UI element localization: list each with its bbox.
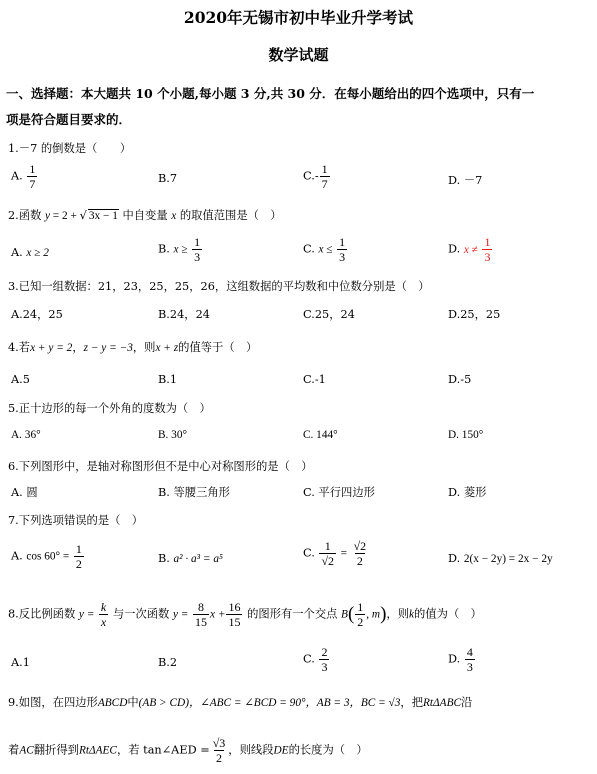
q2-option-d: [448, 236, 493, 263]
q5-option-c: C. 144°: [303, 429, 338, 441]
math-expr: 2(x − 2y) = 2x − 2y: [463, 553, 553, 565]
stem-text: 的长度为（ ）: [288, 743, 368, 757]
option-label: C.: [303, 242, 315, 256]
option-label: C.: [303, 546, 315, 560]
denominator: 3: [466, 660, 473, 674]
denominator: 3: [321, 660, 328, 674]
math-expr: y =: [78, 608, 95, 621]
point-label: B: [341, 608, 348, 621]
q1-option-b: B.7: [158, 172, 178, 185]
q9-line2: [8, 737, 368, 764]
q7-option-c: [303, 540, 369, 567]
fraction: [99, 601, 108, 628]
q1-option-d: D. －7: [448, 174, 483, 187]
sqrt-body: 3x − 1: [88, 210, 118, 222]
fraction: [482, 236, 492, 263]
q6-stem: 6.下列图形中，是轴对称图形但不是中心对称图形的是（ ）: [8, 460, 313, 473]
q3-stem: 3.已知一组数据：21，23，25，25，26，这组数据的平均数和中位数分别是（ ）: [8, 280, 430, 293]
math-text: =: [340, 547, 347, 560]
option-label: C.: [303, 652, 315, 666]
stem-text: 中: [127, 696, 139, 709]
math-expr: DE: [273, 744, 289, 757]
numerator: 1: [29, 162, 36, 176]
denominator: √2: [321, 554, 335, 568]
q5-option-b: B. 30°: [158, 429, 187, 441]
denominator: 2: [356, 554, 363, 568]
stem-text: ，把: [400, 696, 423, 709]
stem-text: 8.反比例函数: [8, 607, 76, 621]
option-label: B.: [158, 552, 170, 565]
stem-text: 的图形有一个交点: [247, 607, 338, 621]
stem-text: 与一次函数: [112, 607, 170, 621]
denominator: 3: [194, 250, 201, 264]
fraction: [465, 646, 475, 673]
stem-text: ，则线段: [228, 743, 274, 757]
fraction: [226, 601, 242, 628]
stem-text: ，则: [386, 607, 410, 621]
denominator: 3: [339, 250, 346, 264]
math-expr: (AB > CD): [138, 697, 189, 709]
math-expr: ABCD: [97, 697, 128, 709]
option-label: A.: [11, 246, 23, 259]
numerator: √2: [353, 539, 367, 553]
exam-title: 2020年无锡市初中毕业升学考试: [183, 8, 414, 27]
q8-option-a: A.1: [11, 656, 30, 669]
q2-stem: [8, 207, 282, 223]
numerator: 2: [321, 645, 328, 659]
paren-right: ): [380, 603, 387, 625]
stem-text: 2.函数: [8, 209, 42, 222]
denominator: 15: [228, 615, 241, 629]
fraction: [211, 737, 228, 764]
math-expr: x + z: [155, 342, 179, 354]
q1-option-c: [303, 163, 331, 190]
numerator: 1: [324, 539, 331, 553]
q4-stem: [8, 339, 257, 355]
fraction: [27, 163, 37, 190]
q7-stem: 7.下列选项错误的是（ ）: [8, 514, 144, 527]
denominator: 3: [484, 250, 491, 264]
q5-option-a: A. 36°: [11, 429, 41, 441]
fraction: [319, 540, 336, 567]
q6-option-b: B. 等腰三角形: [158, 486, 230, 499]
math-expr: z − y = −3: [83, 342, 133, 354]
math-expr: x +: [210, 608, 226, 621]
denominator: 2: [216, 751, 222, 765]
numerator: 16: [228, 600, 241, 614]
q8-stem: [8, 601, 482, 628]
fraction: [337, 236, 347, 263]
math-expr: AC: [19, 744, 34, 757]
math-var: x: [171, 210, 177, 222]
q3-option-a: A.24，25: [11, 308, 63, 321]
denominator: 7: [321, 177, 328, 191]
q4-option-c: C.-1: [303, 373, 326, 386]
math-expr: x ≥ 2: [26, 247, 49, 259]
q4-option-d: D.-5: [448, 373, 472, 386]
q8-option-d: [448, 646, 476, 673]
option-label: D.: [448, 652, 461, 666]
fraction: [193, 601, 209, 628]
exam-subtitle: 数学试题: [268, 46, 329, 64]
math-var: k: [409, 608, 415, 621]
denominator: 2: [75, 557, 82, 571]
math-expr: , m: [366, 608, 381, 621]
stem-text: 4.若: [8, 341, 31, 354]
sqrt-icon: √: [79, 209, 87, 222]
fraction: [355, 601, 365, 628]
numerator: 1: [484, 235, 491, 249]
fraction: [352, 540, 369, 567]
stem-text: 中自变量: [122, 209, 168, 222]
math-expr: ，∠ABC = ∠BCD = 90°: [188, 697, 306, 709]
numerator: 1: [321, 162, 328, 176]
math-expr: RtΔAEC: [78, 744, 117, 757]
denominator: 15: [195, 615, 207, 629]
math-expr: x + y = 2: [30, 342, 73, 354]
math-expr: ，BC = √3: [349, 697, 401, 709]
math-expr: x ≤: [318, 243, 333, 256]
paren-left: (: [347, 603, 355, 625]
q7-option-b: [158, 552, 223, 565]
q5-stem: 5.正十边形的每一个外角的度数为（ ）: [8, 402, 211, 415]
numerator: 1: [75, 542, 82, 556]
numerator: 8: [198, 600, 204, 614]
math-text: = 2 +: [49, 210, 80, 222]
q5-option-d: D. 150°: [448, 429, 484, 441]
fraction: [319, 646, 329, 673]
q2-option-a: [11, 246, 49, 259]
q3-option-b: B.24，24: [158, 308, 210, 321]
q2-option-c: [303, 236, 348, 263]
stem-text: 9.如图，在四边形: [8, 696, 98, 709]
numerator: 1: [357, 600, 364, 614]
stem-text: 沿: [461, 696, 473, 709]
q7-option-a: [11, 543, 85, 570]
section-heading-line2: 项是符合题目要求的．: [6, 112, 132, 127]
math-expr: ，AB = 3: [305, 697, 350, 709]
section-heading-line1: 一、选择题：本大题共 10 个小题,每小题 3 分,共 30 分．在每小题给出的四个选项中，只有一: [6, 86, 535, 101]
stem-text: 的值为（ ）: [414, 607, 482, 621]
q3-option-d: D.25，25: [448, 308, 501, 321]
math-expr: x ≠: [463, 243, 478, 256]
q6-option-a: A. 圆: [11, 486, 38, 499]
q8-option-c: [303, 646, 330, 673]
option-label: A.: [11, 549, 23, 563]
fraction: [320, 163, 330, 190]
numerator: √3: [212, 736, 226, 750]
numerator: 1: [194, 235, 201, 249]
stem-text: ，若 tan∠AED =: [116, 743, 210, 757]
q1-option-a: [11, 163, 38, 190]
q9-line1: [8, 694, 472, 710]
q1-stem: 1.－7 的倒数是（ ）: [8, 142, 132, 155]
math-expr: RtΔABC: [423, 697, 462, 709]
q7-option-d: [448, 552, 553, 565]
q4-option-a: A.5: [11, 373, 30, 386]
math-expr: cos 60° =: [26, 550, 70, 563]
option-label: A.: [11, 169, 23, 183]
math-expr: x ≥: [173, 243, 188, 256]
q6-option-d: D. 菱形: [448, 486, 487, 499]
fraction: [192, 236, 202, 263]
q8-option-b: B.2: [158, 656, 178, 669]
q4-option-b: B.1: [158, 373, 178, 386]
numerator: k: [100, 600, 107, 614]
denominator: 7: [29, 177, 36, 191]
math-var: y: [44, 210, 50, 222]
stem-text: 的取值范围是（ ）: [179, 209, 282, 222]
stem-text: 着: [8, 743, 20, 757]
option-label: D.: [448, 242, 461, 256]
stem-text: 的值等于（ ）: [178, 341, 258, 354]
option-label: D.: [448, 552, 461, 565]
q6-option-c: C. 平行四边形: [303, 486, 375, 499]
q3-option-c: C.25，24: [303, 308, 355, 321]
option-label: C.-: [303, 169, 319, 183]
q2-option-b: [158, 236, 203, 263]
option-label: B.: [158, 242, 170, 256]
stem-text: 翻折得到: [33, 743, 79, 757]
highlighted-answer: [463, 235, 494, 264]
numerator: 1: [339, 235, 346, 249]
denominator: x: [100, 615, 107, 629]
numerator: 4: [466, 645, 473, 659]
fraction: [74, 543, 84, 570]
math-expr: a² · a³ = a⁵: [173, 553, 223, 565]
stem-text: ，则: [132, 341, 156, 354]
stem-text: ，: [72, 341, 84, 354]
math-expr: y =: [172, 608, 189, 621]
denominator: 2: [357, 615, 364, 629]
